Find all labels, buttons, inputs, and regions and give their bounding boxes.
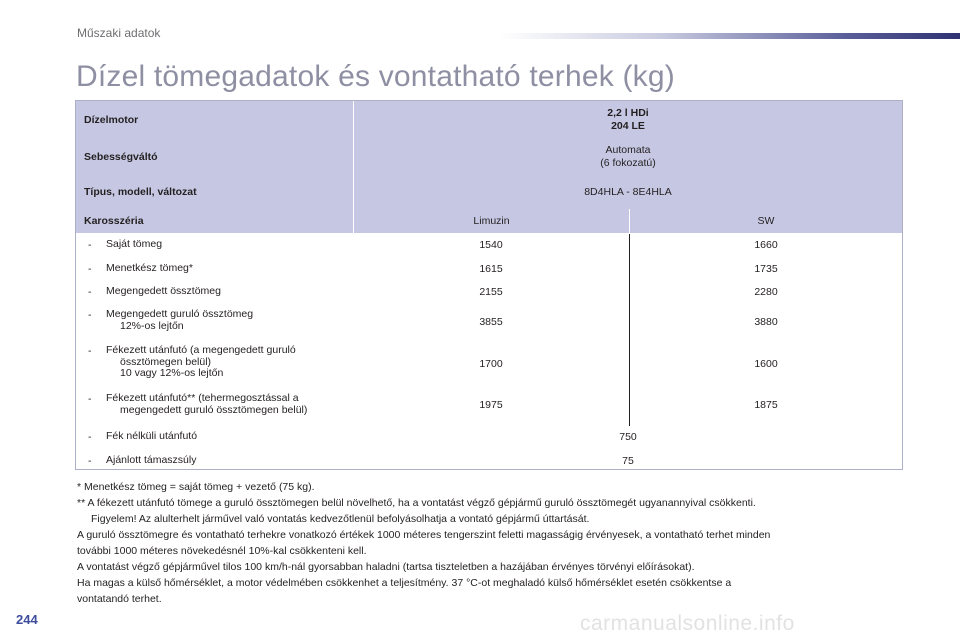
watermark: carmanualsonline.info — [580, 612, 795, 635]
footnote-2: ** A fékezett utánfutó tömege a guruló össztömegen belül növelhető, ha a vontatást végző gépjármű guruló össztömegét ugyanannyival csökkenti. — [77, 497, 756, 509]
row-label: Fékezett utánfutó (a megengedett guruló össztömegen belül) 10 vagy 12%-os lejtőn — [106, 344, 296, 379]
gearbox-value-line2: (6 fokozatú) — [600, 157, 656, 169]
engine-value-line1: 2,2 l HDi — [607, 107, 649, 119]
row-value-sw: 1735 — [754, 263, 778, 275]
type-value: 8D4HLA - 8E4HLA — [584, 186, 672, 198]
engine-value-line2: 204 LE — [611, 120, 645, 132]
type-row — [76, 176, 902, 210]
row-value-merged: 75 — [622, 455, 634, 467]
row-label: Fék nélküli utánfutó — [106, 430, 198, 442]
body-label: Karosszéria — [84, 215, 144, 227]
row-value-sw: 3880 — [754, 316, 778, 328]
engine-label: Dízelmotor — [84, 114, 139, 126]
header-gradient-bar — [500, 33, 960, 39]
gearbox-row — [76, 139, 902, 177]
note-speed: A vontatást végző gépjárművel tilos 100 km/h-nál gyorsabban haladni (tartsa tiszteletben a hazájában érvényes törvényi előírásokat). — [77, 561, 695, 573]
gearbox-value — [354, 144, 902, 170]
footnotes — [77, 479, 917, 607]
gearbox-value-line1: Automata — [605, 144, 651, 156]
row-value-sw: 1600 — [754, 358, 778, 370]
gearbox-label: Sebességváltó — [84, 151, 158, 163]
note-temperature: Ha magas a külső hőmérséklet, a motor védelmében csökkenhet a teljesítmény. 37 °C-ot meghaladó külső hőmérséklet esetén csökkentse a — [77, 577, 732, 589]
row-label: Megengedett össztömeg — [106, 285, 221, 297]
note-altitude: A guruló össztömegre és vontatható terhekre vonatkozó értékek 1000 méteres tengerszint feletti magasságig érvényesek, a vontatható terhet minden — [77, 529, 771, 541]
body-col-limuzin: Limuzin — [473, 215, 510, 227]
body-col-sw: SW — [757, 215, 775, 227]
row-value-limuzin: 1700 — [479, 358, 503, 370]
column-divider — [629, 234, 630, 426]
engine-row — [76, 101, 902, 140]
row-value-limuzin: 3855 — [479, 316, 503, 328]
row-value-limuzin: 1975 — [479, 399, 503, 411]
row-label: Megengedett guruló össztömeg 12%-os lejtőn — [106, 308, 254, 332]
body-row — [76, 209, 902, 234]
row-value-limuzin: 1540 — [479, 239, 503, 251]
weights-table: Dízelmotor 2,2 l HDi 204 LE Sebességváltó Automata (6 fokozatú) Típus, modell, változat 8D4HLA - 8E4HLA Karosszéria Limuzin SW - Saját tömeg 1540 1660 - Menetkész tömeg* 1615 1735 - Megengedett össztömeg 2155 2280 - Megengedett guruló össztömeg 12%-os lejtőn 3855 3880 - Fékezett utánfutó (a megengedett guruló össztömegen belül) 10 vagy 12%-os lejtőn 1700 1600 - Fékezett utánfutó** (tehermegosztással a megengedett guruló össztömegen belül) 1975 1875 - Fék nélküli utánfutó 750 - Ajánlott támaszsúly 75 — [75, 100, 903, 470]
row-value-sw: 1875 — [754, 399, 778, 411]
note-temperature-cont: vontatandó terhet. — [77, 593, 162, 605]
row-label: Menetkész tömeg* — [106, 262, 193, 274]
row-label: Fékezett utánfutó** (tehermegosztással a megengedett guruló össztömegen belül) — [106, 392, 308, 416]
page-title: Dízel tömegadatok és vontatható terhek (kg) — [76, 60, 675, 93]
row-label: Saját tömeg — [106, 238, 163, 250]
note-altitude-cont: további 1000 méteres növekedésnél 10%-kal csökkenteni kell. — [77, 545, 367, 557]
row-value-limuzin: 1615 — [479, 263, 503, 275]
row-value-limuzin: 2155 — [479, 286, 503, 298]
row-label: Ajánlott támaszsúly — [106, 454, 197, 466]
row-value-merged: 750 — [619, 431, 637, 443]
footnote-warning: Figyelem! Az alulterhelt járművel való vontatás kedvezőtlenül befolyásolhatja a vontató gépjármű úttartását. — [91, 513, 590, 525]
row-value-sw: 1660 — [754, 239, 778, 251]
type-label: Típus, modell, változat — [84, 186, 197, 198]
footnote-1: * Menetkész tömeg = saját tömeg + vezető (75 kg). — [77, 481, 315, 493]
row-value-sw: 2280 — [754, 286, 778, 298]
engine-value — [354, 107, 902, 133]
section-title: Műszaki adatok — [77, 26, 161, 40]
page-number: 244 — [16, 612, 38, 627]
